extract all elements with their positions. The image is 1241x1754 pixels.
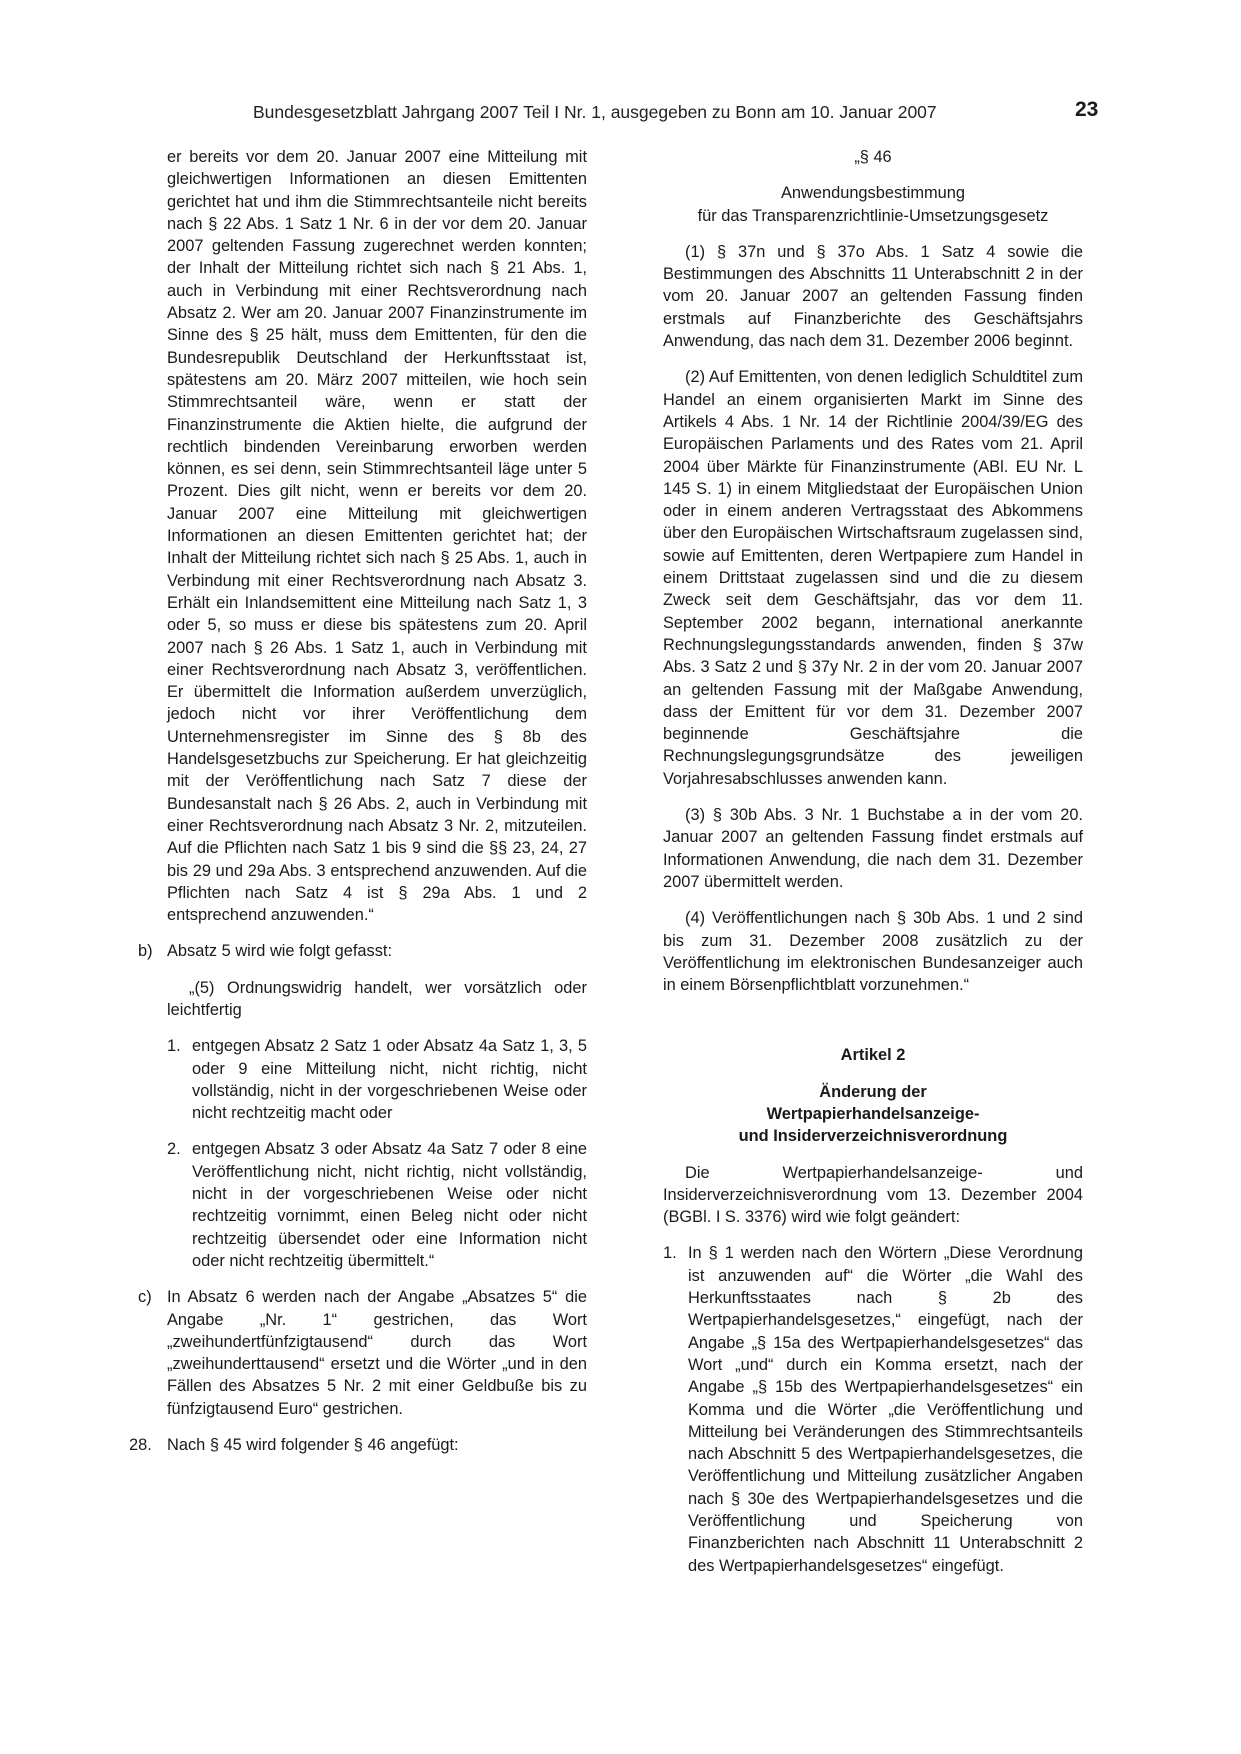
continued-paragraph: er bereits vor dem 20. Januar 2007 eine Mitteilung mit gleichwertigen Informationen an diesen Emittenten gerichtet hat und ihm die Stimmrechtsanteile nicht bereits nach § 22 Abs. 1 Satz 1 Nr. 6 in der vor dem 20. Januar 2007 geltenden Fassung zugerechnet werden konnten; der Inhalt der Mitteilung richtet sich nach § 21 Abs. 1, auch in Verbindung mit einer Rechtsverordnung nach Absatz 2. Wer am 20. Januar 2007 Finanzinstrumente im Sinne des § 25 hält, muss dem Emittenten, für den die Bundesrepublik Deutschland der Herkunftsstaat ist, spätestens am 20. März 2007 mitteilen, wie hoch sein Stimmrechtsanteil wäre, wenn er statt der Finanzinstrumente die Aktien hielte, die aufgrund der rechtlich bindenden Vereinbarung erworben werden können, es sei denn, sein Stimmrechtsanteil läge unter 5 Prozent. Dies gilt nicht, wenn er bereits vor dem 20. Januar 2007 eine Mitteilung mit gleichwertigen Informationen an diesen Emittenten gerichtet hat; der Inhalt der Mitteilung richtet sich nach § 25 Abs. 1, auch in Verbindung mit einer Rechtsverordnung nach Absatz 3. Erhält ein Inlandsemittent eine Mitteilung nach Satz 1, 3 oder 5, so muss er diese bis spätestens zum 20. April 2007 nach § 26 Abs. 1 Satz 1, auch in Verbindung mit einer Rechtsverordnung nach Absatz 3, veröffentlichen. Er übermittelt die Information außerdem unverzüglich, jedoch nicht vor ihrer Veröffentlichung dem Unternehmensregister im Sinne des § 8b des Handelsgesetzbuchs zur Speicherung. Er hat gleichzeitig mit der Veröffentlichung nach Satz 7 diese der Bundesanstalt nach § 26 Abs. 2, auch in Verbindung mit einer Rechtsverordnung nach Absatz 3 Nr. 2, mitzuteilen. Auf die Pflichten nach Satz 1 bis 9 sind die §§ 23, 24, 27 bis 29 und 29a Abs. 3 entsprechend anzuwenden. Auf die Pflichten nach Satz 4 ist § 29a Abs. 1 und 2 entsprechend anzuwenden.“ xyxy=(167,148,587,925)
list-text: Nach § 45 wird folgender § 46 angefügt: xyxy=(167,1436,459,1455)
page-number: 23 xyxy=(1075,98,1099,121)
article-heading: Artikel 2 xyxy=(840,1046,906,1065)
list-text: entgegen Absatz 2 Satz 1 oder Absatz 4a Satz 1, 3, 5 oder 9 eine Mitteilung nicht, nicht richtig, nicht vollständig, nicht in der vorgeschriebenen Weise oder nicht rechtzeitig macht oder xyxy=(192,1037,587,1123)
list-text: In Absatz 6 werden nach der Angabe „Absatzes 5“ die Angabe „Nr. 1“ gestrichen, das Wort „zweihundertfünfzigtausend“ durch das Wort „zweihunderttausend“ ersetzt und die Wörter „und in den Fällen des Absatzes 5 Nr. 2 mit einer Geldbuße bis zu fünfzigtausend Euro“ gestrichen. xyxy=(167,1288,587,1418)
list-marker: b) xyxy=(138,942,153,961)
list-marker: 1. xyxy=(167,1037,181,1056)
list-marker: 2. xyxy=(167,1140,181,1159)
list-item-28 xyxy=(129,1434,587,1456)
page-header xyxy=(0,100,1241,130)
paragraph-abs-1: (1) § 37n und § 37o Abs. 1 Satz 4 sowie die Bestimmungen des Abschnitts 11 Unterabschnitt 2 in der vom 20. Januar 2007 an geltenden Fassung finden erstmals auf Finanzberichte des Geschäftsjahrs Anwendung, das nach dem 31. Dezember 2006 beginnt. xyxy=(663,242,1083,351)
right-column xyxy=(663,146,1083,1591)
article-title-line-3: und Insiderverzeichnisverordnung xyxy=(738,1127,1008,1146)
list-text: In § 1 werden nach den Wörtern „Diese Verordnung ist anzuwenden auf“ die Wörter „die Wahl des Herkunftsstaates nach § 2b des Wertpapierhandelsgesetzes,“ eingefügt, nach der Angabe „§ 15a des Wertpapierhandelsgesetzes“ das Wort „und“ durch ein Komma ersetzt, nach der Angabe „§ 15b des Wertpapierhandelsgesetzes“ ein Komma und die Wörter „die Veröffentlichung und Mitteilung bei Veränderungen des Stimmrechtsanteils nach Abschnitt 5 des Wertpapierhandelsgesetzes, die Veröffentlichung und Mitteilung zusätzlicher Angaben nach § 30e des Wertpapierhandelsgesetzes und die Veröffentlichung und Speicherung von Finanzberichten nach Abschnitt 11 Unterabschnitt 2 des Wertpapierhandelsgesetzes“ eingefügt. xyxy=(688,1244,1083,1575)
paragraph-abs-3: (3) § 30b Abs. 3 Nr. 1 Buchstabe a in der vom 20. Januar 2007 an geltenden Fassung findet erstmals auf Informationen Anwendung, die nach dem 31. Dezember 2007 übermittelt werden. xyxy=(663,806,1083,891)
paragraph-abs-2: (2) Auf Emittenten, von denen lediglich Schuldtitel zum Handel an einem organisierten Markt im Sinne des Artikels 4 Abs. 1 Nr. 14 der Richtlinie 2004/39/EG des Europäischen Parlaments und des Rates vom 21. April 2004 über Märkte für Finanzinstrumente (ABl. EU Nr. L 145 S. 1) in einem Mitgliedstaat der Europäischen Union oder in einem anderen Vertragsstaat des Abkommens über den Europäischen Wirtschaftsraum zugelassen sind, sowie auf Emittenten, deren Wertpapiere zum Handel in einem Drittstaat zugelassen sind und die zu diesem Zweck seit dem Geschäftsjahr, das vor dem 11. September 2002 begann, international anerkannte Rechnungslegungsstandards anwenden, finden § 37w Abs. 3 Satz 2 und § 37y Nr. 2 in der vom 20. Januar 2007 an geltenden Fassung mit der Maßgabe Anwendung, dass der Emittent für vor dem 31. Dezember 2007 beginnende Geschäftsjahre die Rechnungslegungsgrundsätze des jeweiligen Vorjahresabschlusses anwenden kann. xyxy=(663,368,1083,788)
list-item-1-right xyxy=(663,1242,1083,1576)
section-mark: „§ 46 xyxy=(854,148,892,166)
section-title-line-2: für das Transparenzrichtlinie-Umsetzungsgesetz xyxy=(697,206,1049,225)
article-intro: Die Wertpapierhandelsanzeige- und Insiderverzeichnisverordnung vom 13. Dezember 2004 (BGBl. I S. 3376) wird wie folgt geändert: xyxy=(663,1163,1083,1227)
article-title-line-2: Wertpapierhandelsanzeige- xyxy=(766,1104,980,1123)
list-item-1 xyxy=(167,1035,587,1124)
list-item-c xyxy=(138,1286,587,1420)
article-title-line-1: Änderung der xyxy=(819,1082,927,1101)
list-text: entgegen Absatz 3 oder Absatz 4a Satz 7 oder 8 eine Veröffentlichung nicht, nicht richtig, nicht vollständig, nicht in der vorgeschriebenen Weise oder nicht rechtzeitig vornimmt, einen Beleg nicht oder nicht rechtzeitig übersendet oder eine Information nicht oder nicht rechtzeitig übermittelt.“ xyxy=(192,1140,587,1270)
list-item-2 xyxy=(167,1138,587,1272)
quote-intro: „(5) Ordnungswidrig handelt, wer vorsätzlich oder leichtfertig xyxy=(167,978,587,1019)
paragraph-abs-4: (4) Veröffentlichungen nach § 30b Abs. 1 und 2 sind bis zum 31. Dezember 2008 zusätzlich zu der Veröffentlichung im elektronischen Bundesanzeiger auch in einem Börsenpflichtblatt vorzunehmen.“ xyxy=(663,909,1083,995)
list-text: Absatz 5 wird wie folgt gefasst: xyxy=(167,942,393,961)
list-item-b xyxy=(138,940,587,962)
list-marker: 1. xyxy=(663,1244,677,1263)
section-title-line-1: Anwendungsbestimmung xyxy=(780,184,966,203)
header-title: Bundesgesetzblatt Jahrgang 2007 Teil I Nr. 1, ausgegeben zu Bonn am 10. Januar 2007 xyxy=(253,102,937,122)
left-column xyxy=(129,146,587,1470)
list-marker: c) xyxy=(138,1288,152,1307)
list-marker: 28. xyxy=(129,1436,152,1455)
